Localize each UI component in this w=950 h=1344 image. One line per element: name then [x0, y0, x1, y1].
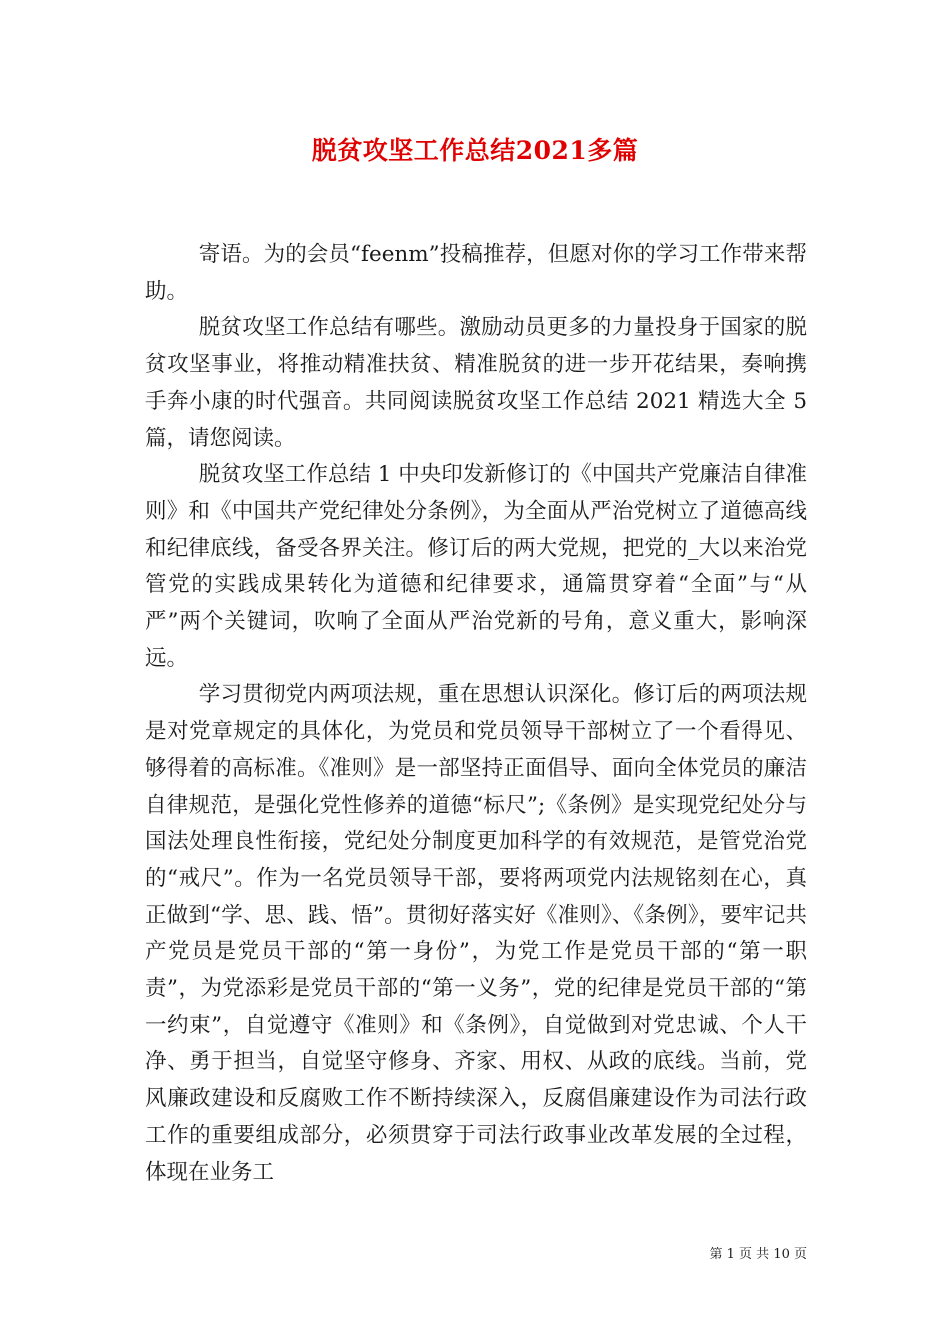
paragraph-study-regulations: 学习贯彻党内两项法规，重在思想认识深化。修订后的两项法规是对党章规定的具体化，为党员和党员领导干部树立了一个看得见、够得着的高标准。《准则》是一部坚持正面倡导、面向全体党员的廉洁自律规范，是强化党性修养的道德“标尺”;《条例》是实现党纪处分与国法处理良性衔接，党纪处分制度更加科学的有效规范，是管党治党的“戒尺”。作为一名党员领导干部，要将两项党内法规铭刻在心，真正做到“学、思、践、悟”。贯彻好落实好《准则》、《条例》，要牢记共产党员是党员干部的“第一身份”，为党工作是党员干部的“第一职责”，为党添彩是党员干部的“第一义务”，党的纪律是党员干部的“第一约束”，自觉遵守《准则》和《条例》，自觉做到对党忠诚、个人干净、勇于担当，自觉坚守修身、齐家、用权、从政的底线。当前，党风廉政建设和反腐败工作不断持续深入，反腐倡廉建设作为司法行政工作的重要组成部分，必须贯穿于司法行政事业改革发展的全过程，体现在业务工 — [145, 682, 807, 1185]
paragraph-summary-1: 脱贫攻坚工作总结 1 中央印发新修订的《中国共产党廉洁自律准则》和《中国共产党纪律处分条例》，为全面从严治党树立了道德高线和纪律底线，备受各界关注。修订后的两大党规，把党的_大以来治党管党的实践成果转化为道德和纪律要求，通篇贯穿着“全面”与“从严”两个关键词，吹响了全面从严治党新的号角，意义重大，影响深远。 — [145, 462, 807, 671]
page-number: 第 1 页 共 10 页 — [709, 1247, 807, 1262]
paragraph-foreword: 寄语。为的会员“feenm”投稿推荐，但愿对你的学习工作带来帮助。 — [145, 242, 807, 304]
document-body — [145, 237, 807, 1191]
document-title: 脱贫攻坚工作总结2021多篇 — [311, 136, 639, 165]
paragraph-intro: 脱贫攻坚工作总结有哪些。激励动员更多的力量投身于国家的脱贫攻坚事业，将推动精准扶贫、精准脱贫的进一步开花结果，奏响携手奔小康的时代强音。共同阅读脱贫攻坚工作总结 2021 精选大全 5 篇，请您阅读。 — [145, 315, 807, 451]
